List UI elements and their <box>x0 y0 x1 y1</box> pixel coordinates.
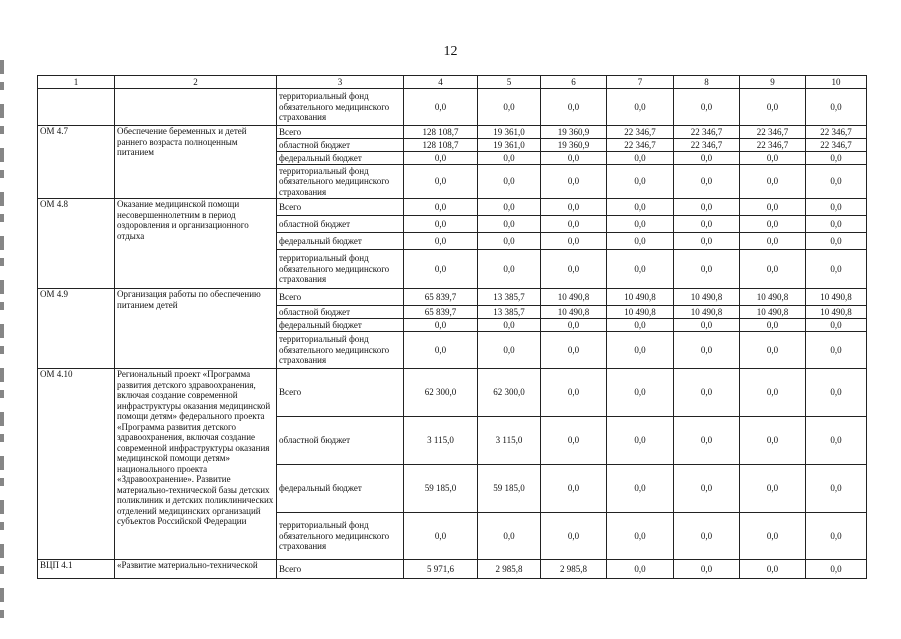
value-cell: 0,0 <box>478 233 541 250</box>
value-cell: 0,0 <box>607 89 674 126</box>
value-cell: 0,0 <box>806 417 867 465</box>
value-cell: 0,0 <box>607 465 674 513</box>
value-cell: 0,0 <box>740 369 806 417</box>
value-cell: 0,0 <box>740 332 806 369</box>
value-cell: 0,0 <box>478 513 541 560</box>
value-cell: 0,0 <box>806 465 867 513</box>
value-cell: 128 108,7 <box>404 139 478 152</box>
table-row <box>38 369 867 417</box>
value-cell: 0,0 <box>740 233 806 250</box>
value-cell: 0,0 <box>607 233 674 250</box>
value-cell: 0,0 <box>541 417 607 465</box>
value-cell: 59 185,0 <box>404 465 478 513</box>
value-cell: 0,0 <box>806 513 867 560</box>
page-number: 12 <box>443 44 458 59</box>
name-cell <box>115 89 277 126</box>
measure-code-cell: ОМ 4.7 <box>38 126 115 199</box>
table-row <box>38 560 867 579</box>
value-cell: 19 361,0 <box>478 126 541 139</box>
value-cell: 0,0 <box>674 152 740 165</box>
value-cell: 2 985,8 <box>478 560 541 579</box>
value-cell: 0,0 <box>478 199 541 216</box>
value-cell: 2 985,8 <box>541 560 607 579</box>
value-cell: 0,0 <box>674 513 740 560</box>
value-cell: 22 346,7 <box>674 139 740 152</box>
value-cell: 0,0 <box>478 332 541 369</box>
funding-source-cell: федеральный бюджет <box>277 319 404 332</box>
value-cell: 13 385,7 <box>478 289 541 306</box>
value-cell: 0,0 <box>478 319 541 332</box>
value-cell: 22 346,7 <box>607 139 674 152</box>
value-cell: 5 971,6 <box>404 560 478 579</box>
value-cell: 0,0 <box>607 369 674 417</box>
funding-source-cell: территориальный фонд обязательного медицинского страхования <box>277 250 404 289</box>
column-header: 10 <box>806 76 867 89</box>
value-cell: 0,0 <box>404 250 478 289</box>
funding-source-cell: территориальный фонд обязательного медицинского страхования <box>277 89 404 126</box>
value-cell: 10 490,8 <box>607 306 674 319</box>
value-cell: 0,0 <box>404 332 478 369</box>
value-cell: 0,0 <box>806 152 867 165</box>
value-cell: 10 490,8 <box>541 289 607 306</box>
value-cell: 0,0 <box>541 89 607 126</box>
scan-edge-marks <box>0 60 4 620</box>
measure-name-cell: Оказание медицинской помощи несовершеннолетним в период оздоровления и организационного отдыха <box>115 199 277 289</box>
value-cell: 0,0 <box>607 513 674 560</box>
column-header: 2 <box>115 76 277 89</box>
value-cell: 0,0 <box>674 216 740 233</box>
value-cell: 0,0 <box>404 216 478 233</box>
table-row <box>38 289 867 306</box>
value-cell: 0,0 <box>607 216 674 233</box>
value-cell: 0,0 <box>541 250 607 289</box>
funding-source-cell: областной бюджет <box>277 417 404 465</box>
value-cell: 3 115,0 <box>478 417 541 465</box>
funding-source-cell: Всего <box>277 199 404 216</box>
value-cell: 0,0 <box>740 152 806 165</box>
value-cell: 22 346,7 <box>740 126 806 139</box>
column-header: 8 <box>674 76 740 89</box>
funding-source-cell: Всего <box>277 560 404 579</box>
value-cell: 22 346,7 <box>806 139 867 152</box>
value-cell: 10 490,8 <box>674 289 740 306</box>
value-cell: 0,0 <box>674 465 740 513</box>
value-cell: 0,0 <box>806 369 867 417</box>
value-cell: 0,0 <box>541 513 607 560</box>
funding-source-cell: федеральный бюджет <box>277 465 404 513</box>
value-cell: 0,0 <box>607 152 674 165</box>
value-cell: 0,0 <box>541 216 607 233</box>
column-header: 6 <box>541 76 607 89</box>
value-cell: 0,0 <box>806 560 867 579</box>
funding-source-cell: Всего <box>277 289 404 306</box>
value-cell: 62 300,0 <box>478 369 541 417</box>
value-cell: 3 115,0 <box>404 417 478 465</box>
value-cell: 0,0 <box>541 319 607 332</box>
value-cell: 0,0 <box>404 513 478 560</box>
value-cell: 0,0 <box>607 199 674 216</box>
value-cell: 0,0 <box>607 332 674 369</box>
measure-name-cell: Организация работы по обеспечению питанием детей <box>115 289 277 369</box>
value-cell: 10 490,8 <box>740 289 806 306</box>
value-cell: 13 385,7 <box>478 306 541 319</box>
funding-source-cell: Всего <box>277 126 404 139</box>
value-cell: 0,0 <box>806 332 867 369</box>
value-cell: 19 360,9 <box>541 126 607 139</box>
value-cell: 0,0 <box>541 152 607 165</box>
value-cell: 0,0 <box>806 89 867 126</box>
value-cell: 0,0 <box>674 89 740 126</box>
measure-code-cell: ВЦП 4.1 <box>38 560 115 579</box>
value-cell: 0,0 <box>404 152 478 165</box>
funding-source-cell: Всего <box>277 369 404 417</box>
value-cell: 62 300,0 <box>404 369 478 417</box>
value-cell: 0,0 <box>404 89 478 126</box>
column-header: 9 <box>740 76 806 89</box>
measure-name-cell: Обеспечение беременных и детей раннего возраста полноценным питанием <box>115 126 277 199</box>
measure-code-cell: ОМ 4.10 <box>38 369 115 560</box>
measure-name-cell: Региональный проект «Программа развития детского здравоохранения, включая создание современной инфраструктуры оказания медицинской помощи детям» федерального проекта «Программа развития детского здравоохранения, включая создание современной инфраструктуры оказания медицинской помощи детям» национального проекта «Здравоохранение». Развитие материально-технической базы детских поликлиник и детских поликлинических отделений медицинских организаций субъектов Российской Федерации <box>115 369 277 560</box>
value-cell: 0,0 <box>740 465 806 513</box>
value-cell: 0,0 <box>740 417 806 465</box>
value-cell: 0,0 <box>806 199 867 216</box>
value-cell: 0,0 <box>806 165 867 199</box>
value-cell: 0,0 <box>478 216 541 233</box>
value-cell: 0,0 <box>541 165 607 199</box>
column-header: 5 <box>478 76 541 89</box>
value-cell: 0,0 <box>404 233 478 250</box>
value-cell: 0,0 <box>740 165 806 199</box>
funding-source-cell: областной бюджет <box>277 306 404 319</box>
table-row <box>38 89 867 126</box>
value-cell: 22 346,7 <box>806 126 867 139</box>
value-cell: 10 490,8 <box>674 306 740 319</box>
value-cell: 0,0 <box>607 165 674 199</box>
budget-table <box>37 75 867 579</box>
value-cell: 0,0 <box>674 369 740 417</box>
value-cell: 0,0 <box>541 199 607 216</box>
column-header: 4 <box>404 76 478 89</box>
value-cell: 0,0 <box>607 417 674 465</box>
value-cell: 0,0 <box>404 319 478 332</box>
funding-source-cell: территориальный фонд обязательного медицинского страхования <box>277 332 404 369</box>
value-cell: 0,0 <box>674 319 740 332</box>
measure-code-cell: ОМ 4.8 <box>38 199 115 289</box>
value-cell: 0,0 <box>607 250 674 289</box>
funding-source-cell: федеральный бюджет <box>277 233 404 250</box>
value-cell: 128 108,7 <box>404 126 478 139</box>
value-cell: 0,0 <box>806 216 867 233</box>
value-cell: 0,0 <box>404 165 478 199</box>
value-cell: 0,0 <box>674 250 740 289</box>
value-cell: 0,0 <box>541 465 607 513</box>
value-cell: 65 839,7 <box>404 289 478 306</box>
column-header: 3 <box>277 76 404 89</box>
measure-code-cell: ОМ 4.9 <box>38 289 115 369</box>
value-cell: 0,0 <box>607 560 674 579</box>
value-cell: 65 839,7 <box>404 306 478 319</box>
funding-source-cell: территориальный фонд обязательного медицинского страхования <box>277 165 404 199</box>
value-cell: 0,0 <box>541 332 607 369</box>
value-cell: 0,0 <box>740 560 806 579</box>
table-row <box>38 199 867 216</box>
value-cell: 0,0 <box>674 199 740 216</box>
funding-source-cell: областной бюджет <box>277 216 404 233</box>
value-cell: 0,0 <box>806 319 867 332</box>
funding-source-cell: территориальный фонд обязательного медицинского страхования <box>277 513 404 560</box>
value-cell: 0,0 <box>541 369 607 417</box>
value-cell: 0,0 <box>541 233 607 250</box>
funding-source-cell: областной бюджет <box>277 139 404 152</box>
value-cell: 0,0 <box>478 165 541 199</box>
value-cell: 59 185,0 <box>478 465 541 513</box>
value-cell: 0,0 <box>740 513 806 560</box>
value-cell: 22 346,7 <box>607 126 674 139</box>
value-cell: 0,0 <box>478 89 541 126</box>
value-cell: 0,0 <box>404 199 478 216</box>
budget-table-body <box>38 76 867 579</box>
value-cell: 0,0 <box>740 89 806 126</box>
value-cell: 0,0 <box>806 233 867 250</box>
code-cell <box>38 89 115 126</box>
value-cell: 19 360,9 <box>541 139 607 152</box>
funding-source-cell: федеральный бюджет <box>277 152 404 165</box>
table-row <box>38 126 867 139</box>
value-cell: 10 490,8 <box>541 306 607 319</box>
column-header: 1 <box>38 76 115 89</box>
value-cell: 0,0 <box>674 332 740 369</box>
column-header: 7 <box>607 76 674 89</box>
header-row <box>38 76 867 89</box>
value-cell: 0,0 <box>740 216 806 233</box>
value-cell: 0,0 <box>740 199 806 216</box>
value-cell: 0,0 <box>674 560 740 579</box>
value-cell: 10 490,8 <box>806 289 867 306</box>
value-cell: 22 346,7 <box>740 139 806 152</box>
value-cell: 0,0 <box>478 152 541 165</box>
value-cell: 0,0 <box>740 319 806 332</box>
value-cell: 0,0 <box>806 250 867 289</box>
value-cell: 10 490,8 <box>740 306 806 319</box>
value-cell: 10 490,8 <box>806 306 867 319</box>
value-cell: 19 361,0 <box>478 139 541 152</box>
value-cell: 0,0 <box>674 417 740 465</box>
value-cell: 0,0 <box>740 250 806 289</box>
value-cell: 22 346,7 <box>674 126 740 139</box>
measure-name-cell: «Развитие материально-технической <box>115 560 277 579</box>
value-cell: 0,0 <box>674 233 740 250</box>
value-cell: 0,0 <box>478 250 541 289</box>
value-cell: 10 490,8 <box>607 289 674 306</box>
value-cell: 0,0 <box>674 165 740 199</box>
value-cell: 0,0 <box>607 319 674 332</box>
